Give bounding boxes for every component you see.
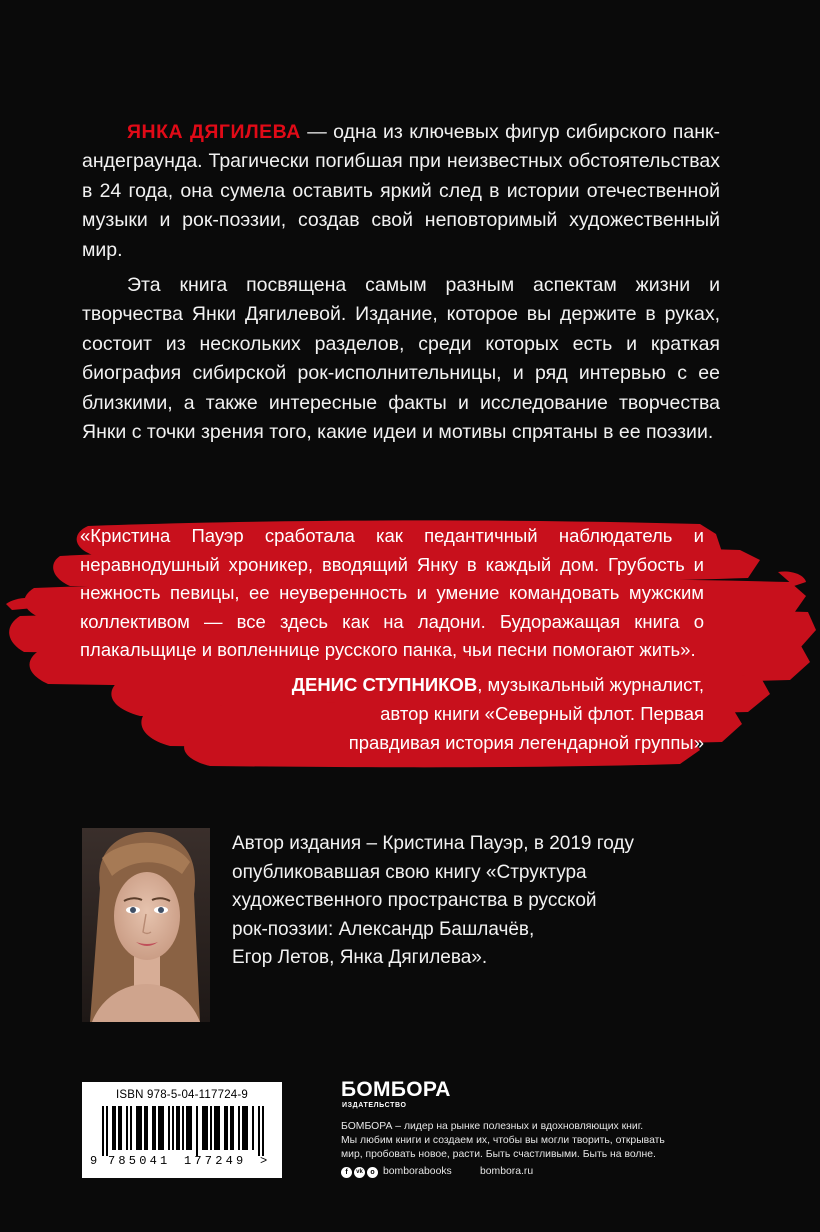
publisher-description — [341, 1120, 681, 1162]
barcode-bar — [182, 1106, 184, 1150]
barcode-bar — [196, 1106, 198, 1156]
facebook-icon[interactable]: f — [341, 1167, 352, 1178]
barcode-left-digits: 785041 — [108, 1154, 171, 1168]
publisher-logo: БОМБОРА — [341, 1078, 451, 1101]
attribution-line-1 — [184, 670, 704, 699]
author-bio-line-5: Егор Летов, Янка Дягилева». — [232, 947, 488, 969]
instagram-icon[interactable]: o — [367, 1167, 378, 1178]
barcode-bar — [210, 1106, 212, 1150]
barcode-lead-digit: 9 — [90, 1154, 98, 1168]
publisher-website[interactable]: bombora.ru — [480, 1166, 534, 1177]
barcode-bar — [118, 1106, 120, 1150]
barcode-bar — [246, 1106, 248, 1150]
barcode-bar — [230, 1106, 232, 1150]
barcode-bar — [120, 1106, 122, 1150]
barcode-bar — [172, 1106, 174, 1150]
attribution-line-3: правдивая история легендарной группы» — [348, 732, 704, 753]
attribution-line-2: автор книги «Северный флот. Первая — [380, 703, 704, 724]
barcode-bar — [186, 1106, 188, 1150]
barcode-right-digits: 177249 — [184, 1154, 247, 1168]
review-quote — [80, 522, 704, 665]
barcode-bar — [146, 1106, 148, 1150]
author-bio-line-2: опубликовавшая свою книгу «Структура — [232, 861, 587, 883]
barcode-bar — [152, 1106, 154, 1150]
barcode-digits — [82, 1154, 282, 1174]
barcode-bar — [136, 1106, 138, 1150]
barcode-bar — [202, 1106, 204, 1150]
barcode-bar — [204, 1106, 206, 1150]
barcode-bar — [190, 1106, 192, 1150]
book-description — [82, 118, 720, 453]
author-bio-line-1: Автор издания – Кристина Пауэр, в 2019 году — [232, 833, 635, 854]
barcode-bar — [158, 1106, 160, 1150]
review-quote-text: «Кристина Пауэр сработала как педантичный наблюдатель и неравнодушный хроникер, вводящий Янку в каждый дом. Грубость и нежность певицы, ее неуверенность и умение командовать мужским коллективом — все здесь как на ладони. Будоражащая книга о плакальщице и вопленнице русского панка, чьи песни помогают жить». — [80, 525, 704, 661]
barcode-bar — [178, 1106, 180, 1150]
barcode-bar — [154, 1106, 156, 1150]
barcode-bar — [162, 1106, 164, 1150]
reviewer-role: , музыкальный журналист, — [477, 674, 704, 695]
barcode-bar — [126, 1106, 128, 1150]
barcode-bar — [242, 1106, 244, 1150]
publisher-description-line-1: БОМБОРА – лидер на рынке полезных и вдохновляющих книг. — [341, 1121, 644, 1132]
barcode-bar — [176, 1106, 178, 1150]
isbn-number: ISBN 978-5-04-117724-9 — [115, 1089, 249, 1101]
barcode-bar — [214, 1106, 216, 1150]
barcode-bar — [216, 1106, 218, 1150]
subject-name: ЯНКА ДЯГИЛЕВА — [127, 121, 301, 143]
barcode-bar — [144, 1106, 146, 1150]
barcode-bar — [218, 1106, 220, 1150]
author-bio-line-3: художественного пространства в русской — [232, 890, 597, 912]
publisher-description-line-2: Мы любим книги и создаем их, чтобы вы могли творить, открывать — [341, 1135, 665, 1146]
description-paragraph-2: Эта книга посвящена самым разным аспектам жизни и творчества Янки Дягилевой. Издание, которое вы держите в руках, состоит из нескольких разделов, среди которых есть и краткая биография сибирской рок-исполнительницы, и ряд интервью с ее близкими, а также интересные факты и исследование творчества Янки с точки зрения того, какие идеи и мотивы спрятаны в ее поэзии. — [82, 274, 720, 444]
vk-icon[interactable]: vk — [354, 1167, 365, 1178]
barcode-bar — [140, 1106, 142, 1150]
barcode-bar — [138, 1106, 140, 1150]
author-bio — [232, 830, 702, 973]
barcode — [82, 1082, 282, 1178]
barcode-bar — [226, 1106, 228, 1150]
barcode-bar — [206, 1106, 208, 1150]
description-paragraph-1 — [82, 118, 720, 265]
quote-attribution — [184, 670, 704, 757]
publisher-logo-subtitle: ИЗДАТЕЛЬСТВО — [342, 1102, 407, 1109]
barcode-bar — [106, 1106, 108, 1156]
description-paragraph-1-text: — одна из ключевых фигур сибирского панк-андеграунда. Трагически погибшая при неизвестных обстоятельствах в 24 года, она сумела оставить яркий след в истории отечественной музыки и рок-поэзии, создав свой неповторимый художественный мир. — [82, 121, 720, 261]
author-photo — [82, 828, 210, 1022]
reviewer-name: ДЕНИС СТУПНИКОВ — [291, 674, 478, 695]
barcode-bar — [258, 1106, 260, 1156]
author-bio-line-4: рок-поэзии: Александр Башлачёв, — [232, 918, 535, 940]
barcode-bar — [102, 1106, 104, 1156]
barcode-bar — [160, 1106, 162, 1150]
barcode-bar — [252, 1106, 254, 1150]
barcode-bar — [188, 1106, 190, 1150]
barcode-bar — [130, 1106, 132, 1150]
publisher-description-line-3: мир, пробовать новое, расти. Быть счастливыми. Быть на волне. — [341, 1149, 656, 1160]
publisher-social-handle[interactable]: bomborabooks — [383, 1166, 452, 1177]
barcode-bar — [224, 1106, 226, 1150]
barcode-bar — [244, 1106, 246, 1150]
barcode-bar — [168, 1106, 170, 1150]
barcode-bar — [232, 1106, 234, 1150]
barcode-bar — [262, 1106, 264, 1156]
barcode-bar — [112, 1106, 114, 1150]
barcode-trail: > — [260, 1154, 268, 1168]
barcode-bar — [114, 1106, 116, 1150]
barcode-bar — [238, 1106, 240, 1150]
